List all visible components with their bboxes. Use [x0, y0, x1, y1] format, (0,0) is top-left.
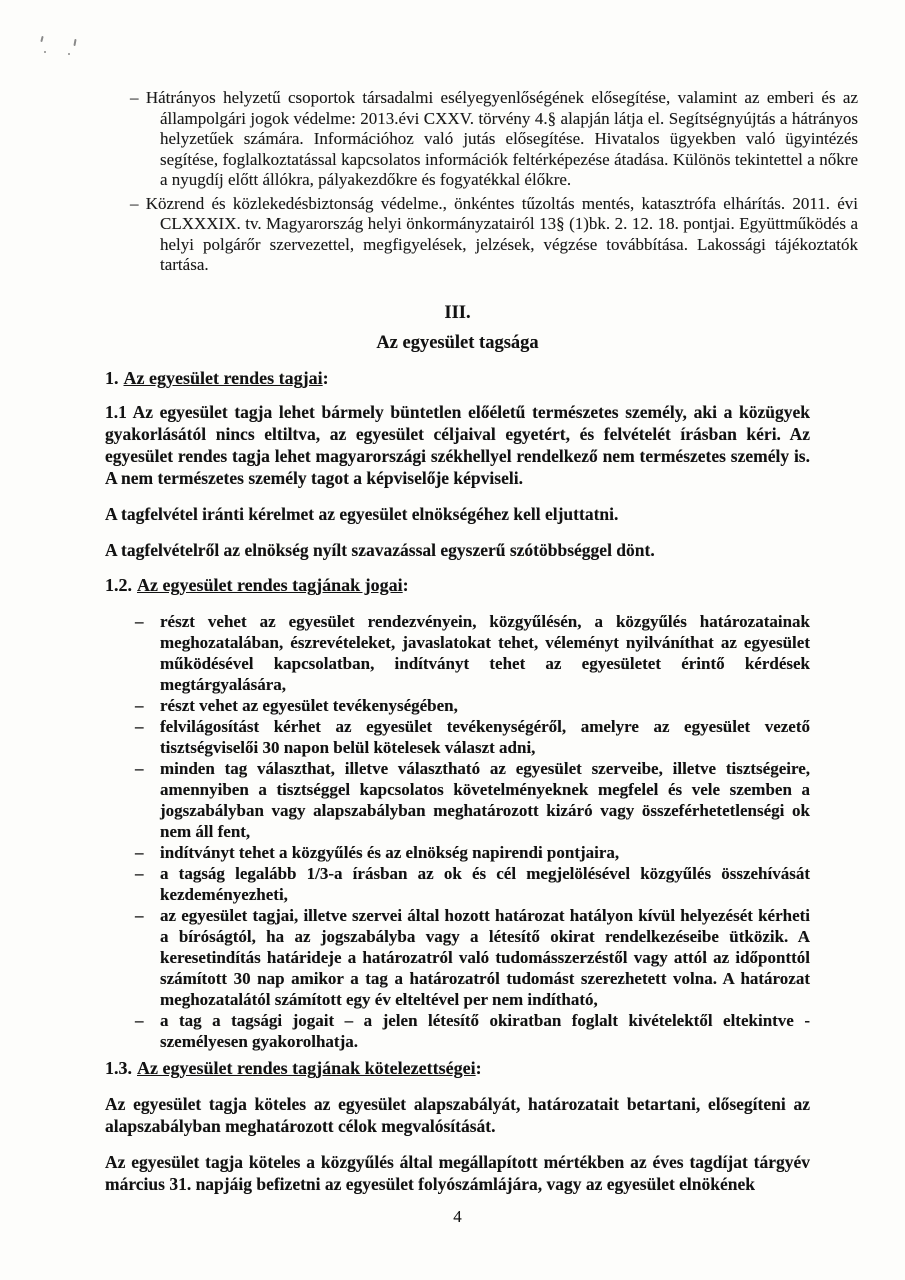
heading-colon: : [475, 1057, 482, 1078]
page-content [105, 88, 858, 1227]
scan-artifact [44, 51, 46, 53]
bullet-dash: – [135, 758, 144, 778]
scan-artifact [73, 39, 76, 46]
intro-bullet-list [130, 88, 858, 276]
page-number: 4 [453, 1206, 462, 1226]
list-item [135, 611, 810, 695]
member-rights-list [135, 611, 810, 1052]
list-item-text: minden tag választhat, illetve választható az egyesület szerveibe, illetve tisztségeire, amennyiben a tisztséggel kapcsolatos követelményeknek megfelel és vele szemben a jogszabályban vagy alapszabályban meghatározott kizáró vagy összeférhetetlenségi ok nem áll fent, [160, 758, 810, 841]
heading-number: 1. [105, 367, 119, 388]
list-item [135, 758, 810, 842]
list-item-text: a tag a tagsági jogait – a jelen létesítő okiratban foglalt kivételektől eltekintve - személyesen gyakorolhatja. [160, 1010, 810, 1051]
section-numeral: III. [444, 302, 471, 323]
list-item [135, 863, 810, 905]
section-title: Az egyesület tagsága [376, 332, 539, 353]
heading-tag-kotelezettsegei [105, 1057, 810, 1079]
scan-artifact [68, 53, 70, 55]
list-item [135, 1010, 810, 1052]
list-item [135, 905, 810, 1010]
list-item-text: részt vehet az egyesület rendezvényein, közgyűlésén, a közgyűlés határozatainak meghozatalában, észrevételeket, javaslatokat tehet, véleményt nyilváníthat az egyesület működésével kapcsolatban, indítványt tehet az egyesületet érintő kérdések megtárgyalására, [160, 611, 810, 694]
heading-label: Az egyesület rendes tagjai [123, 367, 323, 388]
paragraph-admission-request: A tagfelvétel iránti kérelmet az egyesület elnökségéhez kell eljuttatni. [105, 503, 619, 524]
paragraph-duties-1: Az egyesület tagja köteles az egyesület alapszabályát, határozatait betartani, elősegíteni az alapszabályban meghatározott célok megvalósítását. [105, 1093, 810, 1136]
paragraph-duties-2: Az egyesület tagja köteles a közgyűlés által megállapított mértékben az éves tagdíjat tárgyév március 31. napjáig befizetni az egyesület folyószámlájára, vagy az egyesület elnökének [105, 1151, 810, 1194]
bullet-dash: – [135, 716, 144, 736]
heading-colon: : [322, 367, 329, 388]
list-item [135, 716, 810, 758]
bullet-dash: – [135, 905, 144, 925]
list-item-text: az egyesület tagjai, illetve szervei által hozott határozat hatályon kívül helyezését kérheti a bíróságtól, ha az jogszabályba vagy a létesítő okirat rendelkezéseibe ütközik. A keresetindítás határideje a határozatról való tudomásszerzéstől vagy attól az időponttól számított 30 nap amikor a tag a határozatról tudomást szerezhetett volna. A határozat meghozatalától számított egy év elteltével per nem indítható, [160, 905, 810, 1009]
paragraph-1-1: 1.1 Az egyesület tagja lehet bármely büntetlen előéletű természetes személy, aki a közügyek gyakorlásától nincs eltiltva, az egyesület céljaival egyetért, és felvételét írásban kéri. Az egyesület rendes tagja lehet magyarországi székhellyel rendelkező nem természetes személy is. A nem természetes személy tagot a képviselője képviseli. [105, 401, 810, 488]
list-item-text: felvilágosítást kérhet az egyesület tevékenységéről, amelyre az egyesület vezető tisztségviselői 30 napon belül kötelesek választ adni, [160, 716, 810, 757]
heading-tag-jogai [105, 574, 810, 596]
heading-rendes-tagjai [105, 367, 810, 389]
scan-artifact [40, 36, 43, 42]
list-item-text: részt vehet az egyesület tevékenységében, [160, 695, 458, 715]
bullet-dash: – [135, 1010, 144, 1030]
paragraph-admission-vote: A tagfelvételről az elnökség nyílt szavazással egyszerű szótöbbséggel dönt. [105, 539, 655, 560]
list-item-text: indítványt tehet a közgyűlés és az elnökség napirendi pontjaira, [160, 842, 620, 862]
list-item [135, 695, 810, 716]
heading-colon: : [402, 574, 409, 595]
heading-label: Az egyesület rendes tagjának jogai [137, 574, 403, 595]
heading-number: 1.2. [105, 574, 132, 595]
list-item: – Hátrányos helyzetű csoportok társadalmi esélyegyenlőségének elősegítése, valamint az emberi és az állampolgári jogok védelme: 2013.évi CXXV. törvény 4.§ alapján látja el. Segítségnyújtás a hátrányos helyzetűek számára. Információhoz való jutás elősegítése. Hivatalos ügyekben való ügyintézés segítése, foglalkoztatással kapcsolatos információk feltérképezése átadása. Különös tekintettel a nőkre a nyugdíj előtt állókra, pályakezdőkre és fogyatékkal élőkre. [130, 88, 858, 189]
bullet-dash: – [135, 863, 144, 883]
bullet-dash: – [135, 611, 144, 631]
heading-label: Az egyesület rendes tagjának kötelezettségei [137, 1057, 476, 1078]
list-item-text: a tagság legalább 1/3-a írásban az ok és cél megjelölésével közgyűlés összehívását kezdeményezheti, [160, 863, 810, 904]
list-item [135, 842, 810, 863]
bullet-dash: – [135, 695, 144, 715]
heading-number: 1.3. [105, 1057, 132, 1078]
list-item: – Közrend és közlekedésbiztonság védelme., önkéntes tűzoltás mentés, katasztrófa elhárítás. 2011. évi CLXXXIX. tv. Magyarország helyi önkormányzatairól 13§ (1)bk. 2. 12. 18. pontjai. Együttműködés a helyi polgárőr szervezettel, megfigyelések, jelzések, végzése továbbítása. Lakossági tájékoztatók tartása. [130, 193, 858, 274]
bullet-dash: – [135, 842, 144, 862]
